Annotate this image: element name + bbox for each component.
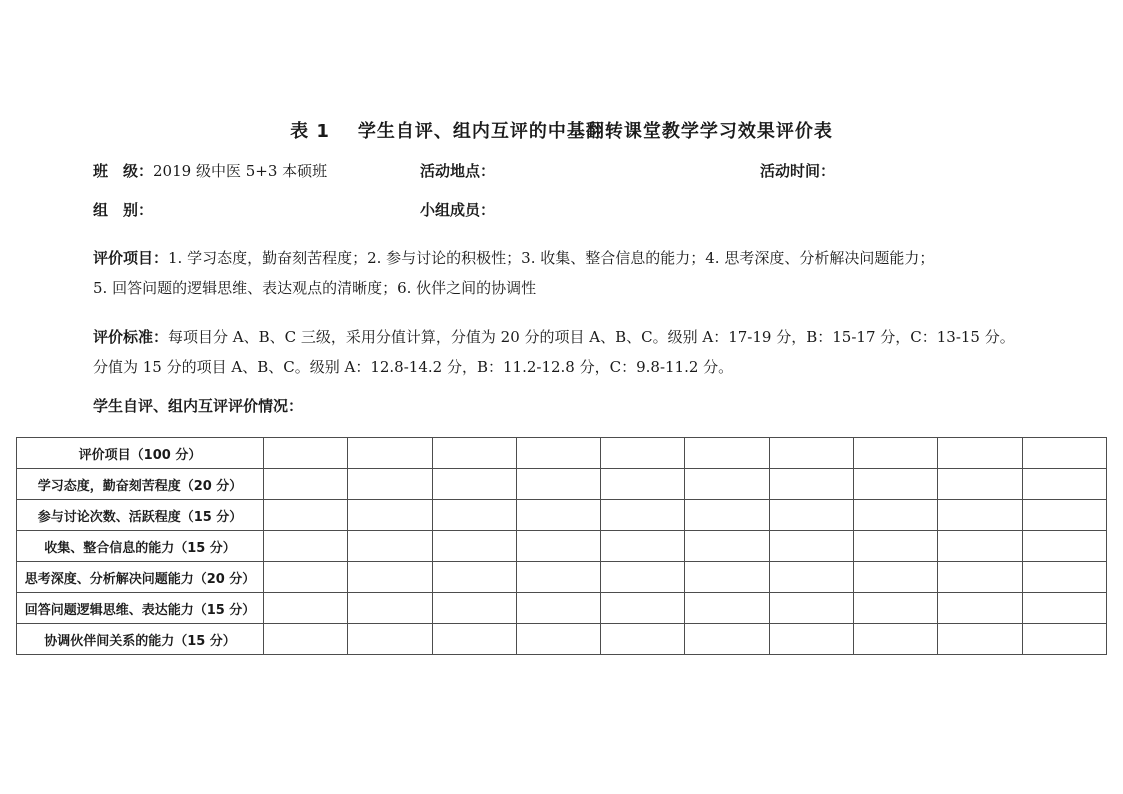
empty-cell [938, 593, 1022, 624]
empty-cell [854, 500, 938, 531]
empty-cell [601, 624, 685, 655]
empty-cell [854, 469, 938, 500]
evaluation-criteria-line1 [93, 322, 1015, 352]
empty-cell [432, 593, 516, 624]
empty-cell [516, 531, 600, 562]
empty-cell [1022, 500, 1106, 531]
empty-cell [769, 624, 853, 655]
empty-cell [348, 500, 432, 531]
empty-cell [938, 531, 1022, 562]
evaluation-criteria-label: 评价标准： [93, 328, 169, 346]
table-row [17, 593, 1107, 624]
empty-cell [1022, 469, 1106, 500]
evaluation-table [16, 437, 1107, 655]
empty-cell [854, 562, 938, 593]
empty-cell [348, 531, 432, 562]
empty-cell [938, 562, 1022, 593]
empty-cell [516, 500, 600, 531]
empty-cell [264, 624, 348, 655]
empty-cell [938, 624, 1022, 655]
empty-cell [769, 531, 853, 562]
empty-cell [348, 562, 432, 593]
empty-cell [432, 438, 516, 469]
title-text: 学生自评、组内互评的中基翻转课堂教学学习效果评价表 [357, 121, 833, 142]
empty-cell [264, 500, 348, 531]
empty-cell [516, 562, 600, 593]
empty-cell [685, 562, 769, 593]
empty-cell [601, 438, 685, 469]
empty-cell [1022, 593, 1106, 624]
empty-cell [854, 593, 938, 624]
meta-row-1 [0, 160, 1123, 180]
empty-cell [264, 438, 348, 469]
empty-cell [1022, 624, 1106, 655]
empty-cell [685, 531, 769, 562]
empty-cell [769, 438, 853, 469]
empty-cell [685, 624, 769, 655]
location-label: 活动地点： [420, 162, 496, 180]
time-label: 活动时间： [760, 162, 836, 180]
empty-cell [516, 593, 600, 624]
evaluation-criteria-paragraph [93, 322, 1015, 382]
empty-cell [264, 593, 348, 624]
empty-cell [769, 500, 853, 531]
row-label: 思考深度、分析解决问题能力（20 分） [17, 562, 264, 593]
section-title: 学生自评、组内互评评价情况： [93, 397, 304, 415]
empty-cell [854, 531, 938, 562]
empty-cell [601, 593, 685, 624]
empty-cell [601, 469, 685, 500]
empty-cell [938, 469, 1022, 500]
empty-cell [854, 438, 938, 469]
row-label: 参与讨论次数、活跃程度（15 分） [17, 500, 264, 531]
evaluation-items-paragraph [93, 243, 934, 303]
empty-cell [348, 438, 432, 469]
empty-cell [432, 624, 516, 655]
table-row [17, 531, 1107, 562]
empty-cell [348, 593, 432, 624]
empty-cell [264, 469, 348, 500]
evaluation-items-text1: 1. 学习态度，勤奋刻苦程度；2. 参与讨论的积极性；3. 收集、整合信息的能力；4. 思考深度、分析解决问题能力； [168, 249, 935, 267]
row-label: 回答问题逻辑思维、表达能力（15 分） [17, 593, 264, 624]
evaluation-items-label: 评价项目： [93, 249, 169, 267]
empty-cell [685, 469, 769, 500]
empty-cell [685, 500, 769, 531]
evaluation-items-line2: 5. 回答问题的逻辑思维、表达观点的清晰度；6. 伙伴之间的协调性 [93, 279, 537, 297]
empty-cell [348, 469, 432, 500]
empty-cell [1022, 562, 1106, 593]
empty-cell [264, 562, 348, 593]
evaluation-criteria-line2: 分值为 15 分的项目 A、B、C。级别 A：12.8-14.2 分，B：11.2-12.8 分，C：9.8-11.2 分。 [93, 358, 734, 376]
row-label: 协调伙伴间关系的能力（15 分） [17, 624, 264, 655]
empty-cell [601, 562, 685, 593]
empty-cell [769, 593, 853, 624]
empty-cell [685, 593, 769, 624]
empty-cell [432, 562, 516, 593]
table-row [17, 562, 1107, 593]
table-row [17, 500, 1107, 531]
evaluation-items-line1 [93, 243, 934, 273]
group-label: 组 别： [93, 201, 154, 219]
evaluation-criteria-text1: 每项目分 A、B、C 三级，采用分值计算，分值为 20 分的项目 A、B、C。级别 A：17-19 分，B：15-17 分，C：13-15 分。 [168, 328, 1015, 346]
empty-cell [516, 469, 600, 500]
table-number: 表 1 [290, 121, 330, 142]
row-label: 收集、整合信息的能力（15 分） [17, 531, 264, 562]
class-field [93, 160, 327, 181]
meta-row-2 [0, 199, 1123, 219]
empty-cell [854, 624, 938, 655]
empty-cell [769, 469, 853, 500]
empty-cell [516, 438, 600, 469]
empty-cell [348, 624, 432, 655]
empty-cell [601, 531, 685, 562]
class-value: 2019 级中医 5+3 本硕班 [153, 162, 328, 180]
class-label: 班 级： [93, 162, 154, 180]
empty-cell [432, 531, 516, 562]
empty-cell [938, 438, 1022, 469]
document-title [0, 117, 1123, 143]
table-row [17, 624, 1107, 655]
empty-cell [432, 469, 516, 500]
empty-cell [938, 500, 1022, 531]
table-row [17, 469, 1107, 500]
members-label: 小组成员： [420, 201, 496, 219]
row-label: 学习态度，勤奋刻苦程度（20 分） [17, 469, 264, 500]
empty-cell [769, 562, 853, 593]
empty-cell [432, 500, 516, 531]
empty-cell [685, 438, 769, 469]
empty-cell [516, 624, 600, 655]
empty-cell [264, 531, 348, 562]
table-row [17, 438, 1107, 469]
empty-cell [1022, 438, 1106, 469]
empty-cell [601, 500, 685, 531]
row-label: 评价项目（100 分） [17, 438, 264, 469]
empty-cell [1022, 531, 1106, 562]
